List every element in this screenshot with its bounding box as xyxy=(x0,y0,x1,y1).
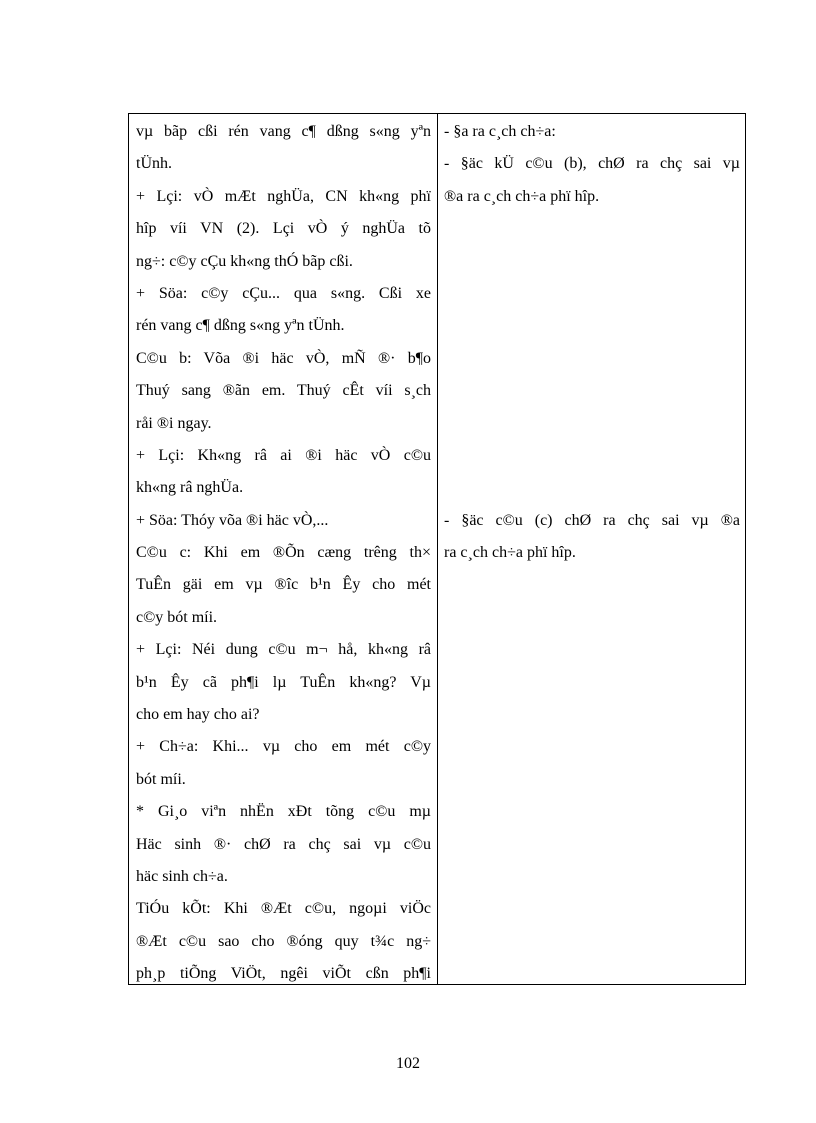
text-line: + Ch÷a: Khi... vµ cho em mét c©y xyxy=(136,738,431,756)
text-line: tÜnh. xyxy=(136,155,172,173)
text-line: vµ bãp cßi rén vang c¶ dßng s«ng yªn xyxy=(136,123,431,140)
text-line: råi ®i ngay. xyxy=(136,414,212,432)
text-line: cho em hay cho ai? xyxy=(136,706,260,724)
text-line: ra c¸ch ch÷a phï hîp. xyxy=(444,544,576,562)
teacher-activity-column xyxy=(129,114,438,984)
text-line: - §äc kÜ c©u (b), chØ ra chç sai vµ xyxy=(444,155,740,173)
page-number: 102 xyxy=(396,1055,420,1072)
text-line: kh«ng râ nghÜa. xyxy=(136,479,244,497)
text-line: TuÊn gäi em vµ ®îc b¹n Êy cho mét xyxy=(136,576,431,594)
text-line: + Söa: Thóy võa ®i häc vÒ,... xyxy=(136,511,329,529)
text-line: ph¸p tiÕng ViÖt, ngêi viÕt cßn ph¶i xyxy=(136,965,431,983)
text-line: hîp víi VN (2). Lçi vÒ ý nghÜa tõ xyxy=(136,220,431,238)
text-line: Häc sinh ®· chØ ra chç sai vµ c©u xyxy=(136,835,431,853)
student-activity-group-1 xyxy=(444,116,740,213)
text-line: Thuý sang ®ãn em. Thuý cÊt víi s¸ch xyxy=(136,382,431,400)
text-line: c©y bót míi. xyxy=(136,608,218,626)
text-line: rén vang c¶ dßng s«ng yªn tÜnh. xyxy=(136,317,345,335)
text-line: häc sinh ch÷a. xyxy=(136,867,228,885)
text-line: + Lçi: Kh«ng râ ai ®i häc vÒ c©u xyxy=(136,446,431,464)
text-line: - §äc c©u (c) chØ ra chç sai vµ ®a xyxy=(444,511,740,529)
text-line: ®Æt c©u sao cho ®óng quy t¾c ng÷ xyxy=(136,932,431,950)
text-line: C©u c: Khi em ®Õn cæng trêng th× xyxy=(136,544,431,562)
text-line: - §a ra c¸ch ch÷a: xyxy=(444,123,556,140)
student-activity-column xyxy=(438,114,745,984)
text-line: + Söa: c©y cÇu... qua s«ng. Cßi xe xyxy=(136,284,431,302)
text-line: C©u b: Võa ®i häc vÒ, mÑ ®· b¶o xyxy=(136,349,431,367)
student-activity-group-2 xyxy=(444,505,740,570)
text-line: b¹n Êy cã ph¶i lµ TuÊn kh«ng? Vµ xyxy=(136,673,431,691)
text-line: + Lçi: Néi dung c©u m¬ hå, kh«ng râ xyxy=(136,641,431,659)
text-line: TiÓu kÕt: Khi ®Æt c©u, ngoµi viÖc xyxy=(136,900,431,918)
text-line: ng÷: c©y cÇu kh«ng thÓ bãp cßi. xyxy=(136,252,353,270)
text-line: * Gi¸o viªn nhËn xÐt tõng c©u mµ xyxy=(136,803,431,821)
text-line: bót míi. xyxy=(136,770,186,788)
text-line: + Lçi: vÒ mÆt nghÜa, CN kh«ng phï xyxy=(136,187,431,205)
content-table xyxy=(128,113,746,985)
column-spacer xyxy=(444,213,740,505)
text-line: ®a ra c¸ch ch÷a phï hîp. xyxy=(444,187,600,205)
